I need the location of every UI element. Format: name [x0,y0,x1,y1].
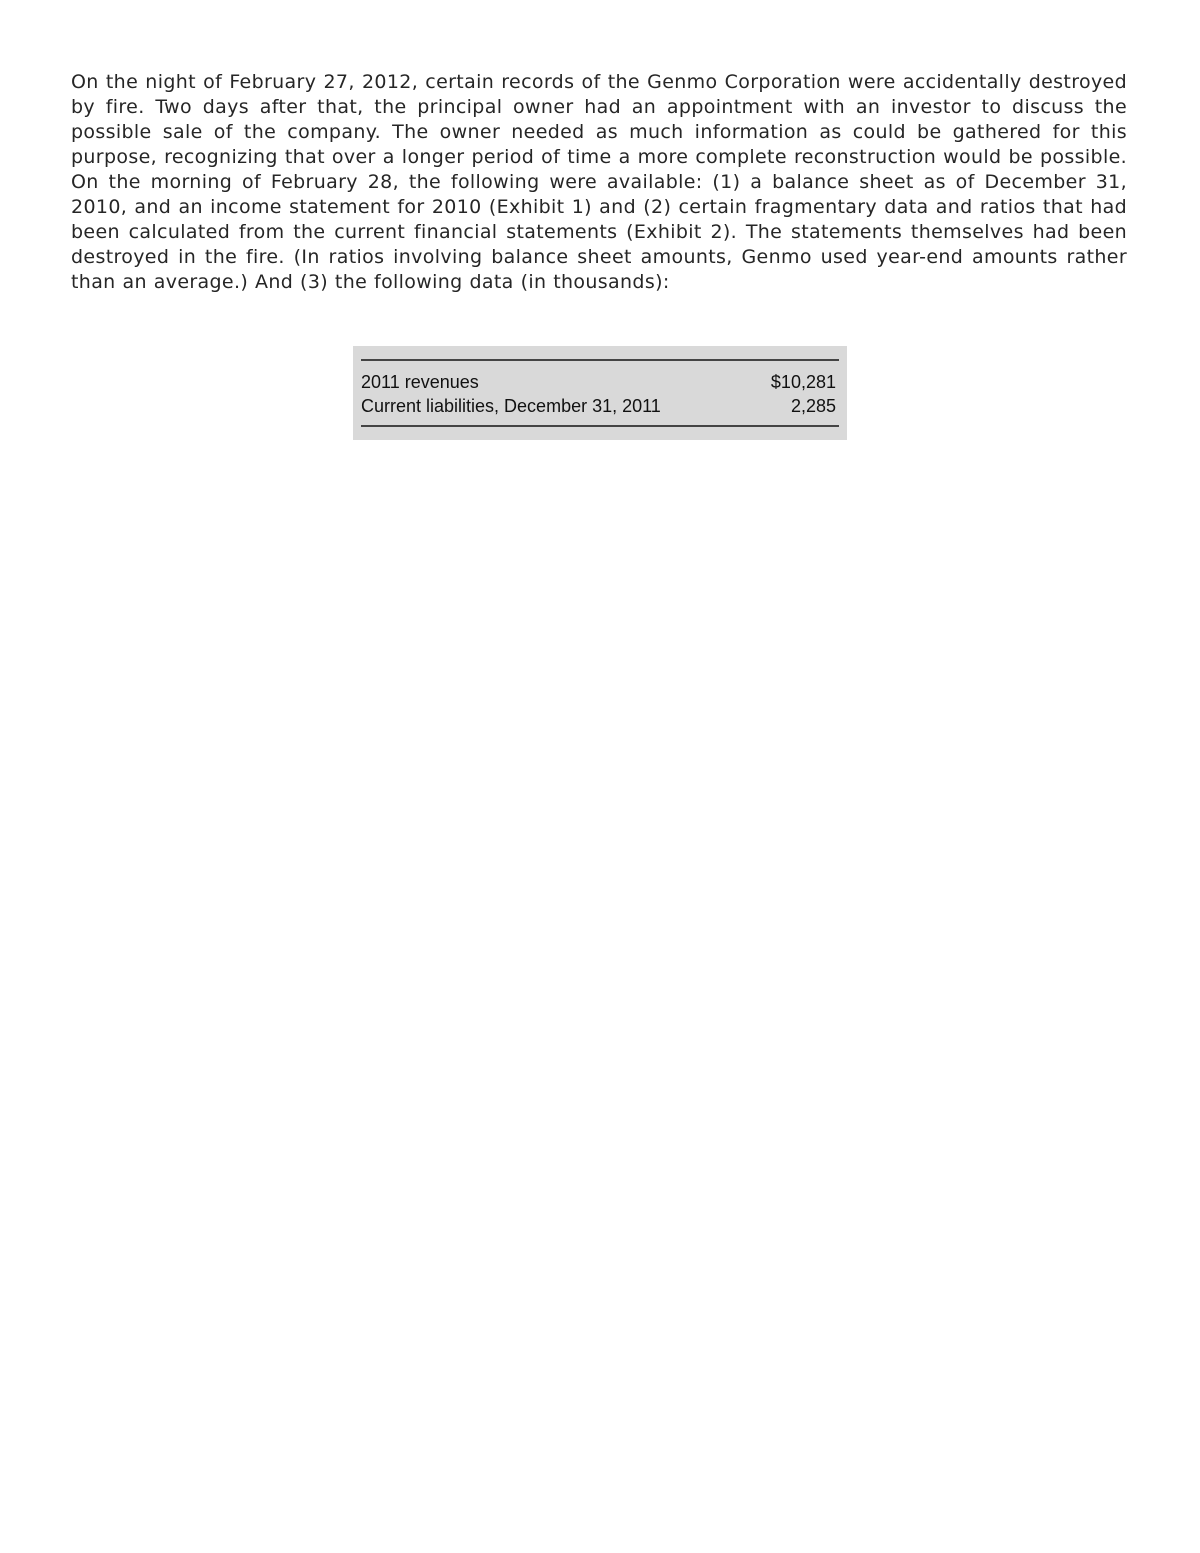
data-table [361,370,836,418]
table-row-revenues [361,370,836,394]
row-label: 2011 revenues [361,372,479,392]
table-bottom-rule [361,425,839,427]
row-label: Current liabilities, December 31, 2011 [361,396,661,416]
row-value: $10,281 [770,372,836,392]
case-paragraph: On the night of February 27, 2012, certain records of the Genmo Corporation were accidentally destroyed by fire. Two days after that, the principal owner had an appointment with an investor to discuss the possible sale of the company. The owner needed as much information as could be gathered for this purpose, recognizing that over a longer period of time a more complete reconstruction would be possible. On the morning of February 28, the following were available: (1) a balance sheet as of December 31, 2010, and an income statement for 2010 (Exhibit 1) and (2) certain fragmentary data and ratios that had been calculated from the current financial statements (Exhibit 2). The statements themselves had been destroyed in the fire. (In ratios involving balance sheet amounts, Genmo used year-end amounts rather than an average.) And (3) the following data (in thousands): [71,71,1127,293]
data-table-box [353,346,847,440]
row-value: 2,285 [790,396,836,416]
table-row-current-liabilities [361,394,836,418]
table-top-rule [361,359,839,361]
